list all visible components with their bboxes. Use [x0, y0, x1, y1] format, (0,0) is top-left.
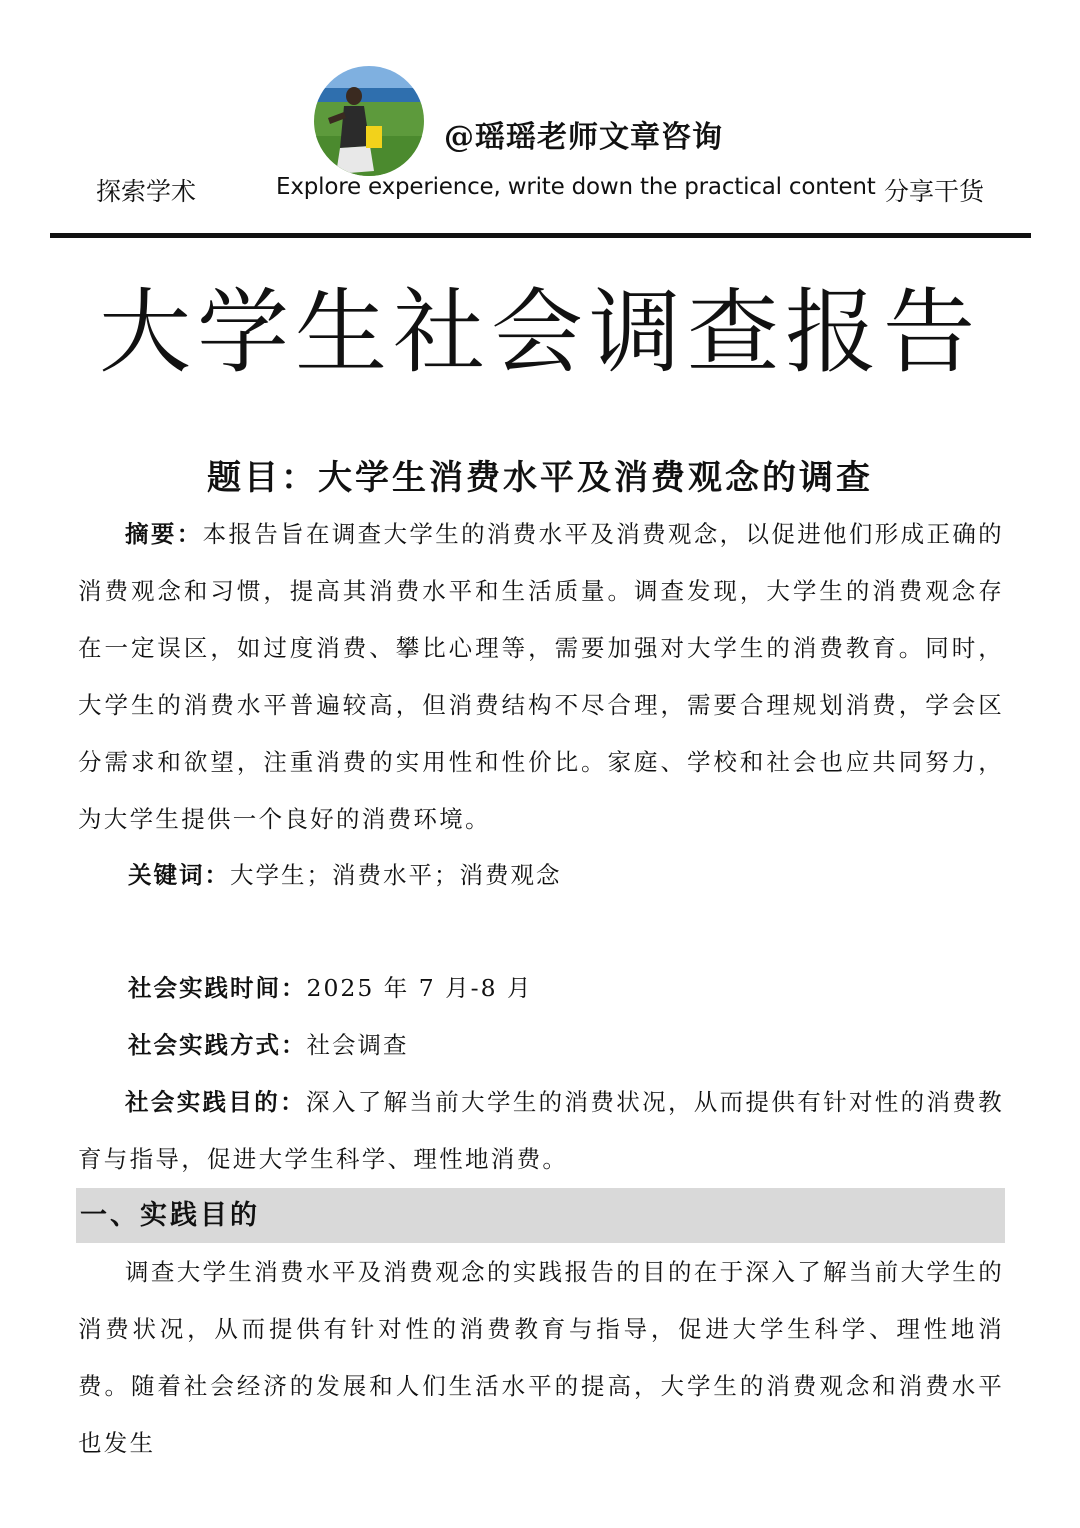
practice-time-label: 社会实践时间：	[128, 974, 307, 1002]
header-tag-left: 探索学术	[96, 177, 197, 206]
keywords-text: 大学生；消费水平；消费观念	[230, 861, 562, 889]
practice-method-label: 社会实践方式：	[128, 1031, 307, 1059]
avatar-photo	[314, 66, 424, 176]
author-handle: @瑶瑶老师文章咨询	[444, 120, 723, 155]
keywords-label: 关键词：	[128, 861, 230, 889]
section-paragraph: 调查大学生消费水平及消费观念的实践报告的目的在于深入了解当前大学生的消费状况，从而提供有针对性的消费教育与指导，促进大学生科学、理性地消费。随着社会经济的发展和人们生活水平的提高，大学生的消费观念和消费水平也发生	[78, 1258, 1004, 1457]
section-heading: 一、实践目的	[80, 1200, 260, 1231]
practice-purpose-value: 深入了解当前大学生的消费状况，从而提供有针对性的消费教育与指导，促进大学生科学、理性地消费。	[78, 1088, 1004, 1173]
page-title: 大学生社会调查报告	[98, 279, 981, 386]
practice-purpose-label: 社会实践目的：	[125, 1088, 306, 1116]
avatar	[314, 66, 424, 176]
abstract-text: 本报告旨在调查大学生的消费水平及消费观念，以促进他们形成正确的消费观念和习惯，提高其消费水平和生活质量。调查发现，大学生的消费观念存在一定误区，如过度消费、攀比心理等，需要加强对大学生的消费教育。同时，大学生的消费水平普遍较高，但消费结构不尽合理，需要合理规划消费，学会区分需求和欲望，注重消费的实用性和性价比。家庭、学校和社会也应共同努力，为大学生提供一个良好的消费环境。	[78, 520, 1004, 833]
header-divider	[50, 233, 1031, 238]
header-tag-right: 分享干货	[884, 177, 985, 206]
practice-method-line	[128, 1025, 409, 1065]
abstract-label: 摘要：	[125, 520, 203, 548]
keywords-line	[128, 855, 562, 895]
practice-time-line	[128, 968, 533, 1008]
practice-method-value: 社会调查	[306, 1031, 409, 1059]
header-tagline: Explore experience, write down the practical content	[276, 174, 876, 200]
practice-time-value: 2025 年 7 月-8 月	[306, 974, 533, 1002]
practice-purpose-paragraph	[78, 1074, 1004, 1188]
report-subject: 题目：大学生消费水平及消费观念的调查	[207, 458, 873, 498]
abstract-paragraph	[78, 506, 1004, 848]
